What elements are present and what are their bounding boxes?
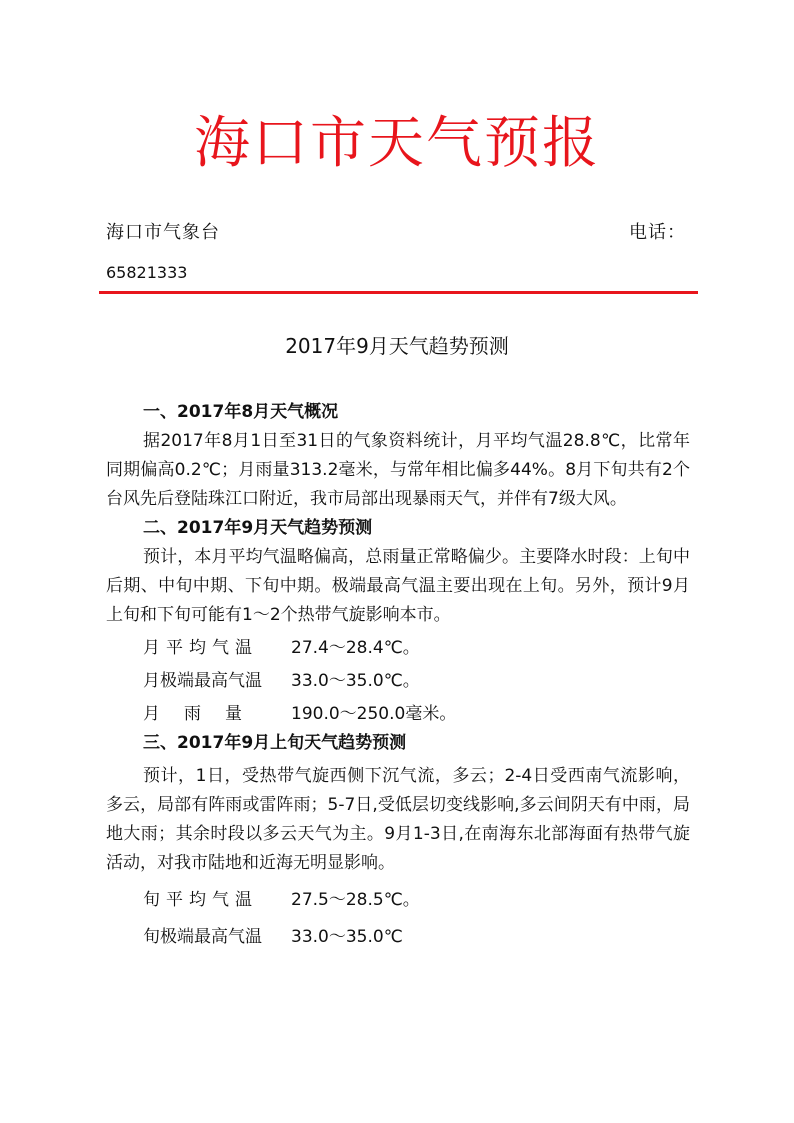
forecast-item-label: 月平均气温 (143, 638, 258, 658)
spacer (106, 878, 690, 886)
forecast-item-monthly-max-temp (106, 667, 690, 696)
spacer (106, 915, 690, 923)
section-2-paragraph: 预计，本月平均气温略偏高，总雨量正常略偏少。主要降水时段：上旬中后期、中旬中期、下旬中期。极端最高气温主要出现在上旬。另外，预计9月上旬和下旬可能有1～2个热带气旋影响本市。 (106, 547, 690, 625)
section-heading-2: 二、2017年9月天气趋势预测 (143, 518, 373, 538)
forecast-item-monthly-rainfall (106, 700, 690, 729)
forecast-item-dekad-max-temp (106, 923, 690, 952)
header-divider (99, 291, 698, 294)
report-title: 海口市天气预报 (194, 111, 600, 176)
forecast-item-label: 月雨量 (143, 704, 266, 724)
forecast-item-value: 190.0～250.0毫米。 (291, 704, 457, 724)
document-title: 2017年9月天气趋势预测 (285, 334, 509, 358)
header-row (106, 218, 686, 248)
phone-label: 电话： (629, 222, 686, 243)
organization-name: 海口市气象台 (106, 222, 220, 243)
section-1-paragraph: 据2017年8月1日至31日的气象资料统计，月平均气温28.8℃，比常年同期偏高0.2℃；月雨量313.2毫米，与常年相比偏多44%。8月下旬共有2个台风先后登陆珠江口附近，我市局部出现暴雨天气，并伴有7级大风。 (106, 431, 690, 509)
section-heading-1: 一、2017年8月天气概况 (143, 402, 339, 422)
forecast-item-monthly-avg-temp (106, 634, 690, 663)
document-body (106, 398, 690, 952)
forecast-item-value: 27.5～28.5℃。 (291, 890, 420, 910)
forecast-item-label: 旬极端最高气温 (143, 927, 262, 947)
section-heading-3: 三、2017年9月上旬天气趋势预测 (143, 733, 407, 753)
forecast-item-label: 月极端最高气温 (143, 671, 262, 691)
forecast-item-label: 旬平均气温 (143, 890, 258, 910)
forecast-item-value: 27.4～28.4℃。 (291, 638, 420, 658)
phone-number: 65821333 (106, 263, 188, 282)
forecast-item-value: 33.0～35.0℃ (291, 927, 403, 947)
forecast-item-dekad-avg-temp (106, 886, 690, 915)
forecast-item-value: 33.0～35.0℃。 (291, 671, 420, 691)
section-3-paragraph: 预计，1日，受热带气旋西侧下沉气流，多云；2-4日受西南气流影响，多云，局部有阵雨或雷阵雨；5-7日,受低层切变线影响,多云间阴天有中雨，局地大雨；其余时段以多云天气为主。9月1-3日,在南海东北部海面有热带气旋活动，对我市陆地和近海无明显影响。 (106, 766, 690, 873)
